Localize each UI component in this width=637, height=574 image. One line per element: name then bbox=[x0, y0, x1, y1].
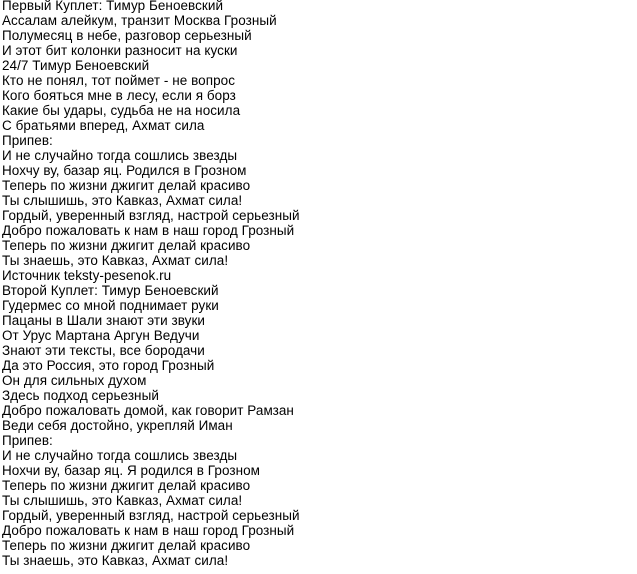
lyric-line: Теперь по жизни джигит делай красиво bbox=[2, 238, 251, 253]
lyric-line: Гордый, уверенный взгляд, настрой серьезный bbox=[2, 508, 300, 523]
lyric-line: Ты слышишь, это Кавказ, Ахмат сила! bbox=[2, 193, 243, 208]
lyric-line: Веди себя достойно, укрепляй Иман bbox=[2, 418, 233, 433]
lyric-line: Второй Куплет: Тимур Беноевский bbox=[2, 283, 219, 298]
lyric-line: С братьями вперед, Ахмат сила bbox=[2, 118, 205, 133]
lyric-line: Теперь по жизни джигит делай красиво bbox=[2, 178, 251, 193]
lyric-line: Знают эти тексты, все бородачи bbox=[2, 343, 205, 358]
lyric-line: Теперь по жизни джигит делай красиво bbox=[2, 538, 251, 553]
lyric-line: Гудермес со мной поднимает руки bbox=[2, 298, 219, 313]
lyric-line: От Урус Мартана Аргун Ведучи bbox=[2, 328, 200, 343]
lyric-line: И этот бит колонки разносит на куски bbox=[2, 43, 238, 58]
lyric-line: Ты знаешь, это Кавказ, Ахмат сила! bbox=[2, 553, 229, 568]
lyric-line: Кто не понял, тот поймет - не вопрос bbox=[2, 73, 236, 88]
lyric-line: Припев: bbox=[2, 433, 53, 448]
lyric-line: Ты знаешь, это Кавказ, Ахмат сила! bbox=[2, 253, 229, 268]
lyric-line: Кого бояться мне в лесу, если я борз bbox=[2, 88, 236, 103]
lyric-line: Припев: bbox=[2, 133, 53, 148]
lyric-line: Он для сильных духом bbox=[2, 373, 147, 388]
lyric-line: Пацаны в Шали знают эти звуки bbox=[2, 313, 206, 328]
lyric-line: Теперь по жизни джигит делай красиво bbox=[2, 478, 251, 493]
lyric-line: И не случайно тогда сошлись звезды bbox=[2, 448, 238, 463]
lyric-line: Да это Россия, это город Грозный bbox=[2, 358, 215, 373]
lyric-line: Нохчу ву, базар яц. Родился в Грозном bbox=[2, 163, 247, 178]
lyric-line: Первый Куплет: Тимур Беноевский bbox=[2, 0, 224, 13]
lyric-line: Нохчи ву, базар яц. Я родился в Грозном bbox=[2, 463, 260, 478]
lyric-line: Гордый, уверенный взгляд, настрой серьезный bbox=[2, 208, 300, 223]
lyric-line: Какие бы удары, судьба не на носила bbox=[2, 103, 241, 118]
lyric-line: Здесь подход серьезный bbox=[2, 388, 159, 403]
lyric-line: Ты слышишь, это Кавказ, Ахмат сила! bbox=[2, 493, 243, 508]
lyric-line: Добро пожаловать домой, как говорит Рамзан bbox=[2, 403, 294, 418]
lyric-line: Источник teksty-pesenok.ru bbox=[2, 268, 172, 283]
lyric-line: Ассалам алейкум, транзит Москва Грозный bbox=[2, 13, 277, 28]
lyric-line: Добро пожаловать к нам в наш город Грозный bbox=[2, 523, 295, 538]
lyric-line: Добро пожаловать к нам в наш город Грозный bbox=[2, 223, 295, 238]
lyric-line: Полумесяц в небе, разговор серьезный bbox=[2, 28, 252, 43]
lyrics-text bbox=[2, 0, 635, 568]
lyric-line: 24/7 Тимур Беноевский bbox=[2, 58, 150, 73]
lyric-line: И не случайно тогда сошлись звезды bbox=[2, 148, 238, 163]
